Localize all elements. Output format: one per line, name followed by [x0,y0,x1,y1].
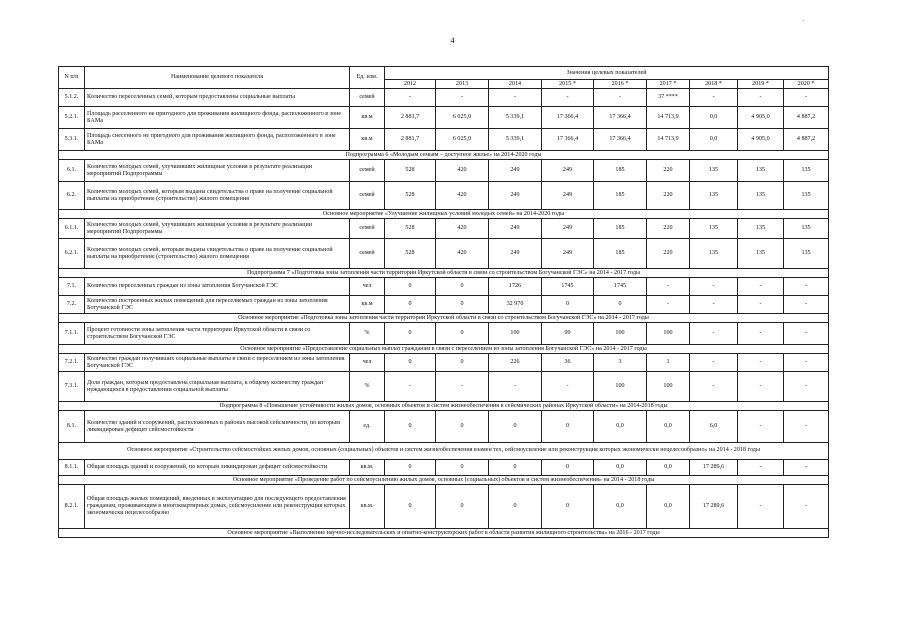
row-value: 0,0 [690,107,738,129]
row-value: - [784,372,829,402]
row-value: 6 025,0 [436,107,489,129]
row-value: 0 [385,278,436,296]
row-value: - [738,411,784,443]
section-row [59,402,829,411]
row-value: 0 [385,323,436,345]
row-value: 99 [542,323,594,345]
row-code: 6.1. [59,160,85,182]
row-value: - [489,372,542,402]
row-value: 0 [436,354,489,372]
row-value: 528 [385,239,436,269]
row-value: 220 [647,219,690,239]
page-number: 4 [450,36,455,45]
indicators-table-wrap [58,66,828,538]
row-value: - [738,372,784,402]
header-year: 2013 [436,80,489,89]
row-code: 6.2. [59,182,85,210]
header-unit: Ед. изм. [350,67,385,89]
row-value: 6,0 [690,411,738,443]
row-value: 0 [436,485,489,529]
row-value: - [784,411,829,443]
row-value: - [436,89,489,107]
table-row [59,182,829,210]
header-year: 2018 * [690,80,738,89]
row-indicator-name: Количество граждан получивших социальные выплаты в связи с переселением из зоны затопления Богучанской ГЭС [85,354,350,372]
section-title: Основное мероприятие «Улучшение жилищных условий молодых семей» на 2014-2020 годы [59,210,829,219]
row-value: - [690,354,738,372]
row-value: - [385,89,436,107]
row-value: 17 289,6 [690,485,738,529]
row-value: 5 339,1 [489,129,542,151]
row-unit: кв.м [350,296,385,314]
row-value: 0 [436,278,489,296]
row-value: 0 [436,296,489,314]
row-value: - [690,296,738,314]
row-value: 0,0 [594,460,647,476]
header-values: Значения целевых показателей [385,67,829,80]
row-code: 8.1.1. [59,460,85,476]
row-value: 249 [489,239,542,269]
row-value: 1 [647,354,690,372]
table-row [59,296,829,314]
row-value: 17 366,4 [594,129,647,151]
row-value: 5 339,1 [489,107,542,129]
row-value: 135 [784,182,829,210]
row-value: - [738,460,784,476]
row-code: 7.1. [59,278,85,296]
row-code: 7.2.1. [59,354,85,372]
row-value: 17 366,4 [594,107,647,129]
header-year: 2019 * [738,80,784,89]
row-code: 7.2. [59,296,85,314]
row-indicator-name: Площадь снесенного не пригодного для проживания жилищного фонда, расположенного в зоне БАМа [85,129,350,151]
row-value: - [784,89,829,107]
row-code: 5.3.1. [59,129,85,151]
header-row [59,67,829,80]
header-year: 2020 * [784,80,829,89]
row-value: 0 [436,460,489,476]
row-value: 220 [647,182,690,210]
row-code: 8.2.1. [59,485,85,529]
row-value: 135 [738,160,784,182]
row-value: 135 [690,239,738,269]
row-value: 0 [489,460,542,476]
row-indicator-name: Доля граждан, которым предоставлена социальная выплата, к общему количеству граждан нуждающихся в предоставлении социальной выплаты [85,372,350,402]
table-row [59,89,829,107]
row-unit: кв.м [350,107,385,129]
row-value: 100 [594,323,647,345]
section-title: Основное мероприятие «Проведение работ по сейсмоусилению жилых домов, основных (социальных) объектов и систем жизнеобеспечения» на 2014 - 2018 годы [59,476,829,485]
row-value: - [690,323,738,345]
row-indicator-name: Общая площадь жилых помещений, введенных в эксплуатацию для последующего предоставления гражданам, проживающим в многоквартирных домах, сейсмоусиление или реконструкция которых экономически нецелесообразно [85,485,350,529]
row-code: 6.1.1. [59,219,85,239]
row-value: 528 [385,219,436,239]
row-value: 185 [594,219,647,239]
row-value: 0 [542,460,594,476]
row-value: 249 [489,182,542,210]
row-value: 226 [489,354,542,372]
row-value: 0,0 [594,485,647,529]
row-value: - [647,296,690,314]
table-row [59,372,829,402]
row-unit: семей [350,219,385,239]
section-row [59,210,829,219]
row-unit: семей [350,89,385,107]
row-value: 0 [542,296,594,314]
row-value: 135 [784,239,829,269]
row-value: 14 713,9 [647,107,690,129]
row-indicator-name: Процент готовности зоны затопления части территории Иркутской области в связи со строительством Богучанской ГЭС [85,323,350,345]
row-value: 4 905,0 [738,107,784,129]
row-unit: % [350,323,385,345]
row-indicator-name: Количество молодых семей, которым выданы свидетельства о праве на получение социальной выплаты на приобретение (строительство) жилого помещения [85,239,350,269]
row-value: - [436,372,489,402]
row-indicator-name: Количество переселенных семей, которым предоставлены социальные выплаты [85,89,350,107]
row-value: 0,0 [647,411,690,443]
row-value: 0 [385,296,436,314]
row-value: 0 [594,296,647,314]
row-value: 185 [594,239,647,269]
row-value: 6 025,0 [436,129,489,151]
table-row [59,485,829,529]
header-year: 2015 * [542,80,594,89]
row-unit: ед. [350,411,385,443]
row-value: 135 [690,182,738,210]
row-value: 528 [385,182,436,210]
table-row [59,411,829,443]
row-value: 3 [594,354,647,372]
row-value: - [738,278,784,296]
row-value: 0 [385,460,436,476]
row-value: - [542,89,594,107]
row-value: - [647,278,690,296]
row-value: 4 887,2 [784,129,829,151]
row-value: 1726 [489,278,542,296]
section-title: Основное мероприятие «Строительство сейсмостойких жилых домов, основных (социальных) объектов и систем жизнеобеспечения взамен тех, сейсмоусиление или реконструкция которых экономически нецелесообразно» на 2014 - 2018 годы [59,443,829,460]
table-row [59,107,829,129]
row-unit: семей [350,239,385,269]
row-value: 185 [594,160,647,182]
table-row [59,323,829,345]
row-value: 2 881,7 [385,107,436,129]
row-value: 0 [385,485,436,529]
row-value: - [690,89,738,107]
table-row [59,278,829,296]
row-code: 8.1. [59,411,85,443]
section-row [59,476,829,485]
row-value: 0 [436,323,489,345]
section-row [59,151,829,160]
header-year: 2017 * [647,80,690,89]
section-title: Основное мероприятие «Предоставление социальных выплат гражданам в связи с переселением из зоны затопления Богучанской ГЭС» на 2014 - 2017 годы [59,345,829,354]
row-value: - [784,278,829,296]
row-value: 100 [647,323,690,345]
row-value: - [385,372,436,402]
row-unit: семей [350,182,385,210]
row-value: 249 [542,182,594,210]
row-value: 100 [647,372,690,402]
row-unit: чел [350,278,385,296]
row-indicator-name: Количество построенных жилых помещений для переселяемых граждан из зоны затопления Богучанской ГЭС [85,296,350,314]
section-row [59,443,829,460]
header-year: 2016 * [594,80,647,89]
row-indicator-name: Количество молодых семей, улучшивших жилищные условия в результате реализации мероприятий Подпрограммы [85,219,350,239]
section-title: Основное мероприятие «Выполнение научно-исследовательских и опытно-конструкторских работ в области развития жилищного строительства» на 2016 - 2017 годы [59,529,829,538]
row-value: 0 [542,485,594,529]
row-value: - [738,485,784,529]
table-row [59,129,829,151]
row-value: 135 [784,160,829,182]
row-value: 0 [542,411,594,443]
row-value: 135 [784,219,829,239]
section-row [59,345,829,354]
row-value: 185 [594,182,647,210]
row-value: 420 [436,160,489,182]
row-unit: кв.м. [350,485,385,529]
section-row [59,269,829,278]
section-title: Подпрограмма 8 «Повышение устойчивости жилых домов, основных объектов и систем жизнеобеспечения в сейсмических районах Иркутской области» на 2014-2018 годы [59,402,829,411]
indicators-table [58,66,829,538]
section-title: Подпрограмма 7 «Подготовка зоны затопления части территории Иркутской области в связи со строительством Богучанской ГЭС» на 2014 - 2017 годы [59,269,829,278]
table-body [59,89,829,538]
row-value: 0,0 [594,411,647,443]
row-indicator-name: Количество молодых семей, которым выданы свидетельства о праве на получение социальной выплаты на приобретение (строительство) жилого помещения [85,182,350,210]
row-unit: чел [350,354,385,372]
row-value: - [784,460,829,476]
section-title: Основное мероприятие «Подготовка зоны затопления части территории Иркутской области в связи со строительством Богучанской ГЭС» на 2014 - 2017 годы [59,314,829,323]
row-value: 36 [542,354,594,372]
row-code: 5.2.1. [59,107,85,129]
row-value: - [738,323,784,345]
row-unit: семей [350,160,385,182]
row-value: 135 [690,160,738,182]
row-value: - [690,372,738,402]
row-value: 0,0 [690,129,738,151]
corner-mark: · [802,17,805,25]
row-value: 100 [594,372,647,402]
row-value: 249 [489,160,542,182]
row-value: - [594,89,647,107]
row-value: 0,0 [647,485,690,529]
table-row [59,160,829,182]
row-indicator-name: Количество зданий и сооружений, расположенных в районах высокой сейсмичности, по которым ликвидирован дефицит сейсмостойкости [85,411,350,443]
row-value: 249 [542,160,594,182]
table-row [59,219,829,239]
row-code: 7.3.1. [59,372,85,402]
row-value: - [489,89,542,107]
row-value: - [542,372,594,402]
row-indicator-name: Количество молодых семей, улучшивших жилищные условия в результате реализации мероприятий Подпрограммы [85,160,350,182]
row-value: 135 [738,239,784,269]
row-unit: % [350,372,385,402]
row-value: 1745 [594,278,647,296]
row-code: 5.1.2. [59,89,85,107]
row-value: 17 289,6 [690,460,738,476]
table-row [59,354,829,372]
row-value: 420 [436,219,489,239]
row-value: 0 [385,354,436,372]
row-value: 220 [647,239,690,269]
row-value: 135 [690,219,738,239]
row-value: - [784,485,829,529]
row-value: 135 [738,219,784,239]
section-title: Подпрограмма 6 «Молодым семьям – доступное жилье» на 2014-2020 годы [59,151,829,160]
table-row [59,460,829,476]
row-indicator-name: Общая площадь зданий и сооружений, по которым ликвидирован дефицит сейсмостойкости [85,460,350,476]
row-value: - [784,296,829,314]
row-value: 528 [385,160,436,182]
row-value: 14 713,9 [647,129,690,151]
row-value: - [784,323,829,345]
row-value: - [690,278,738,296]
row-value: - [738,296,784,314]
row-value: - [738,89,784,107]
row-value: - [784,354,829,372]
row-value: 32 970 [489,296,542,314]
row-value: 249 [489,219,542,239]
row-value: 0 [385,411,436,443]
row-indicator-name: Площадь расселенного не пригодного для проживания жилищного фонда, расположенного в зоне БАМа [85,107,350,129]
section-row [59,529,829,538]
row-value: 17 366,4 [542,129,594,151]
row-value: 249 [542,219,594,239]
table-row [59,239,829,269]
row-value: 135 [738,182,784,210]
row-value: 37 **** [647,89,690,107]
row-indicator-name: Количество переселенных граждан из зоны затопления Богучанской ГЭС [85,278,350,296]
row-value: 0 [436,411,489,443]
row-value: 0 [489,485,542,529]
row-value: 4 887,2 [784,107,829,129]
row-value: 420 [436,182,489,210]
header-name: Наименование целевого показателя [85,67,350,89]
row-value: 4 905,0 [738,129,784,151]
row-value: 17 366,4 [542,107,594,129]
row-value: - [738,354,784,372]
row-value: 0 [489,411,542,443]
row-value: 249 [542,239,594,269]
header-year: 2014 [489,80,542,89]
row-value: 2 881,7 [385,129,436,151]
row-value: 220 [647,160,690,182]
row-value: 100 [489,323,542,345]
row-code: 7.1.1. [59,323,85,345]
row-unit: кв.м. [350,460,385,476]
row-code: 6.2.1. [59,239,85,269]
row-value: 1745 [542,278,594,296]
row-unit: кв.м [350,129,385,151]
section-row [59,314,829,323]
row-value: 420 [436,239,489,269]
row-value: 0,0 [647,460,690,476]
header-year: 2012 [385,80,436,89]
header-num: N п/п [59,67,85,89]
